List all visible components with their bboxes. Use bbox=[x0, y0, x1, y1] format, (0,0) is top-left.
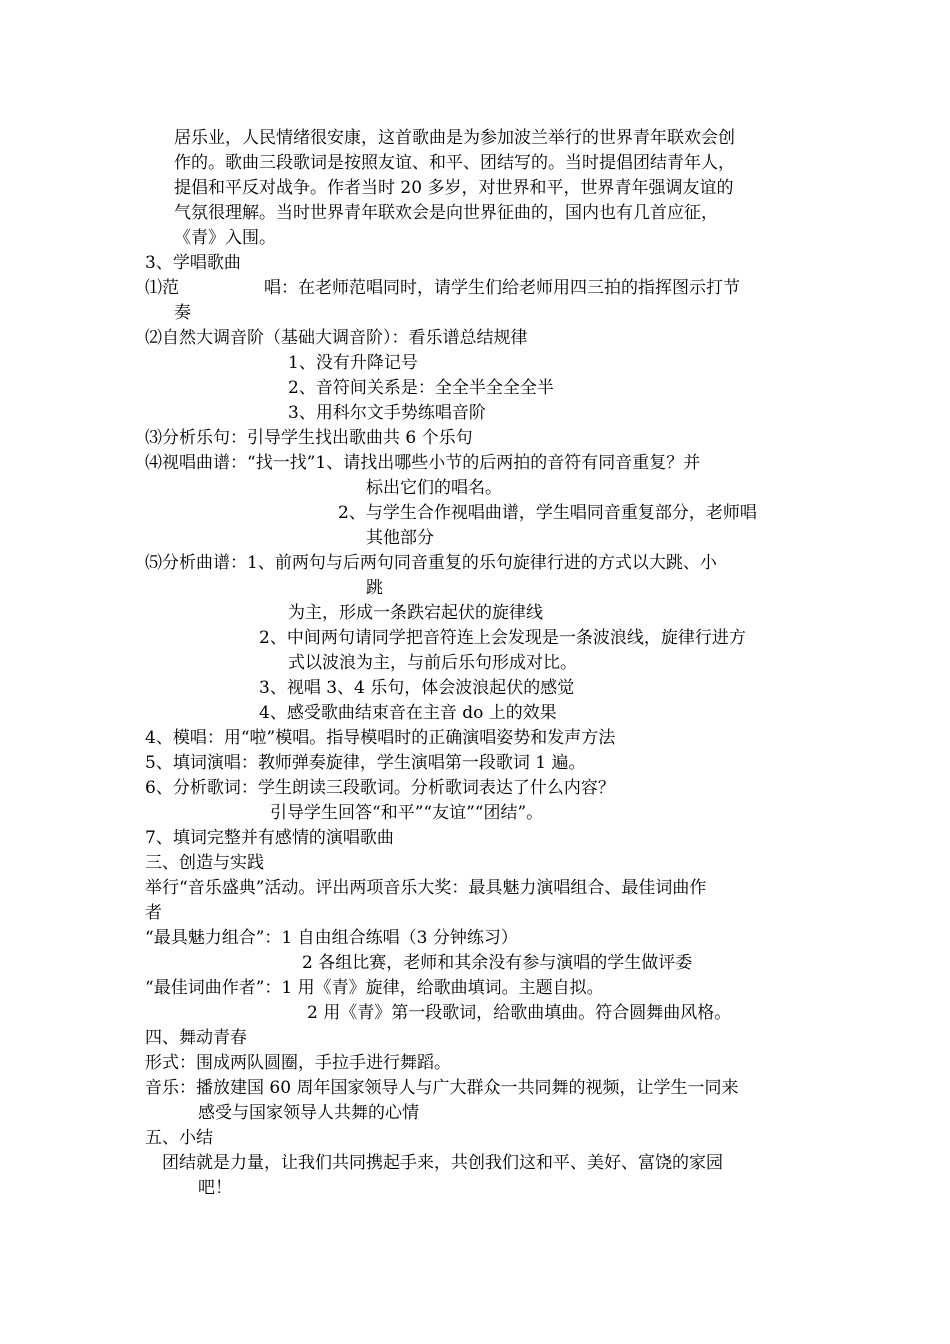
text-line: ⑸分析曲谱：1、前两句与后两句同音重复的乐句旋律行进的方式以大跳、小 bbox=[145, 553, 717, 573]
text-line: 音乐：播放建国 60 周年国家领导人与广大群众一共同舞的视频，让学生一同来 bbox=[145, 1078, 739, 1098]
text-line: 举行“音乐盛典”活动。评出两项音乐大奖：最具魅力演唱组合、最佳词曲作 bbox=[145, 878, 707, 898]
text-line: 标出它们的唱名。 bbox=[366, 478, 502, 498]
text-line: 式以波浪为主，与前后乐句形成对比。 bbox=[288, 653, 577, 673]
text-line: ⑶分析乐句：引导学生找出歌曲共 6 个乐句 bbox=[145, 428, 473, 448]
text-line: ⑴范 bbox=[145, 278, 179, 298]
text-line: “最具魅力组合”：1 自由组合练唱（3 分钟练习） bbox=[145, 928, 518, 948]
text-line: 为主，形成一条跌宕起伏的旋律线 bbox=[288, 603, 543, 623]
text-line: 提倡和平反对战争。作者当时 20 多岁，对世界和平，世界青年强调友谊的 bbox=[174, 178, 734, 198]
section-heading: 五、小结 bbox=[145, 1128, 213, 1148]
text-line: 2 各组比赛，老师和其余没有参与演唱的学生做评委 bbox=[302, 953, 693, 973]
text-line: 居乐业，人民情绪很安康，这首歌曲是为参加波兰举行的世界青年联欢会创 bbox=[174, 128, 735, 148]
text-line: 2 用《青》第一段歌词，给歌曲填曲。符合圆舞曲风格。 bbox=[307, 1003, 732, 1023]
text-line: 气氛很理解。当时世界青年联欢会是向世界征曲的，国内也有几首应征， bbox=[174, 203, 718, 223]
text-line: 2、与学生合作视唱曲谱，学生唱同音重复部分，老师唱 bbox=[338, 503, 757, 523]
text-line: 作的。歌曲三段歌词是按照友谊、和平、团结写的。当时提倡团结青年人， bbox=[174, 153, 735, 173]
text-line: 唱：在老师范唱同时，请学生们给老师用四三拍的指挥图示打节 bbox=[264, 278, 740, 298]
text-line: ⑷视唱曲谱：“找一找”1、请找出哪些小节的后两拍的音符有同音重复？并 bbox=[145, 453, 701, 473]
text-line: 奏 bbox=[174, 303, 191, 323]
text-line: 《青》入围。 bbox=[174, 228, 276, 248]
text-line: 者 bbox=[145, 903, 162, 923]
text-line: ⑵自然大调音阶（基础大调音阶）：看乐谱总结规律 bbox=[145, 328, 528, 348]
text-line: 形式：围成两队圆圈，手拉手进行舞蹈。 bbox=[145, 1053, 451, 1073]
text-line: 4、感受歌曲结束音在主音 do 上的效果 bbox=[259, 703, 557, 723]
text-line: 3、用科尔文手势练唱音阶 bbox=[288, 403, 486, 423]
text-line: 感受与国家领导人共舞的心情 bbox=[198, 1103, 419, 1123]
text-line: 引导学生回答“和平”“友谊”“团结”。 bbox=[270, 803, 544, 823]
section-heading: 3、学唱歌曲 bbox=[145, 253, 241, 273]
text-line: 7、填词完整并有感情的演唱歌曲 bbox=[145, 828, 394, 848]
text-line: 1、没有升降记号 bbox=[288, 353, 418, 373]
text-line: 其他部分 bbox=[366, 528, 434, 548]
text-line: 5、填词演唱：教师弹奏旋律，学生演唱第一段歌词 1 遍。 bbox=[145, 753, 586, 773]
text-line: 6、分析歌词：学生朗读三段歌词。分析歌词表达了什么内容？ bbox=[145, 778, 615, 798]
section-heading: 四、舞动青春 bbox=[145, 1028, 247, 1048]
text-line: 吧！ bbox=[198, 1178, 232, 1198]
text-line: 3、视唱 3、4 乐句，体会波浪起伏的感觉 bbox=[259, 678, 575, 698]
text-line: 2、音符间关系是：全全半全全全半 bbox=[288, 378, 554, 398]
text-line: 2、中间两句请同学把音符连上会发现是一条波浪线，旋律行进方 bbox=[259, 628, 746, 648]
section-heading: 三、创造与实践 bbox=[145, 853, 264, 873]
text-line: 4、模唱：用“啦”模唱。指导模唱时的正确演唱姿势和发声方法 bbox=[145, 728, 616, 748]
text-line: “最佳词曲作者”：1 用《青》旋律，给歌曲填词。主题自拟。 bbox=[145, 978, 604, 998]
text-line: 跳 bbox=[366, 578, 383, 598]
text-line: 团结就是力量，让我们共同携起手来，共创我们这和平、美好、富饶的家园 bbox=[162, 1153, 723, 1173]
